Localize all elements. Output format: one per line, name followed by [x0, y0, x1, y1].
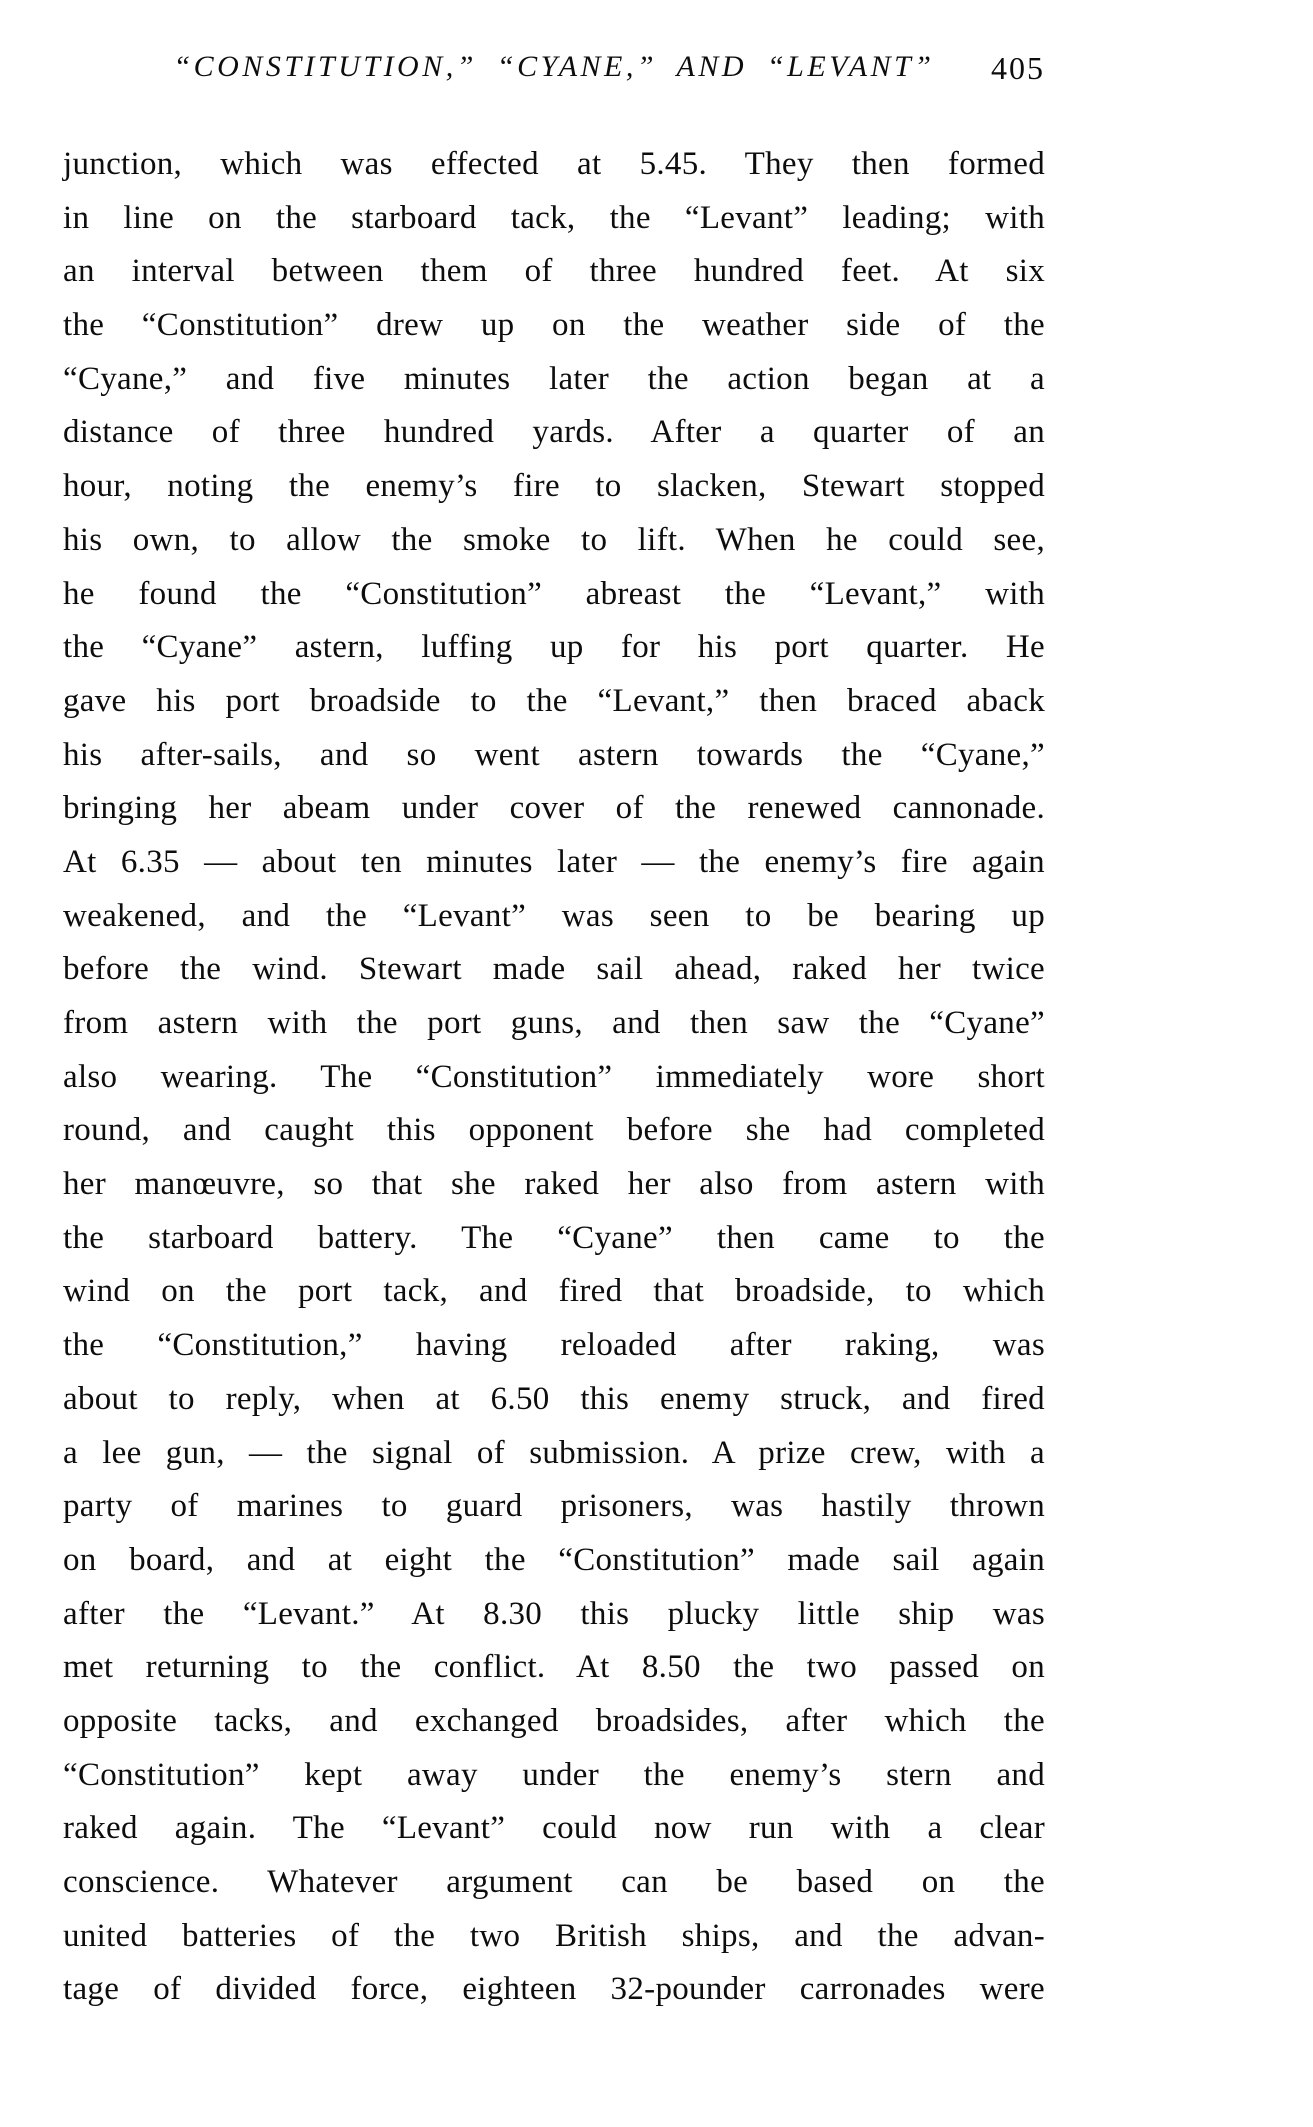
running-head-title: “CONSTITUTION,” “CYANE,” AND “LEVANT” [173, 50, 935, 83]
text-line: the “Cyane” astern, luffing up for his port quarter. He [63, 629, 1045, 666]
text-line: weakened, and the “Levant” was seen to be bearing up [63, 897, 1045, 934]
text-line: At 6.35 — about ten minutes later — the enemy’s fire again [63, 843, 1045, 880]
text-line: tage of divided force, eighteen 32-pounder carronades were [63, 1971, 1045, 2008]
text-line: his after-sails, and so went astern towards the “Cyane,” [63, 736, 1045, 773]
text-line: the “Constitution” drew up on the weather side of the [63, 307, 1045, 344]
text-line: the starboard battery. The “Cyane” then came to the [63, 1219, 1045, 1256]
text-line: the “Constitution,” having reloaded after raking, was [63, 1327, 1045, 1364]
text-line: an interval between them of three hundred feet. At six [63, 253, 1045, 290]
page-number: 405 [991, 50, 1045, 86]
text-line: from astern with the port guns, and then saw the “Cyane” [63, 1005, 1045, 1041]
text-line: met returning to the conflict. At 8.50 the two passed on [63, 1649, 1045, 1686]
text-line: gave his port broadside to the “Levant,” then braced aback [63, 682, 1045, 719]
text-line: conscience. Whatever argument can be based on the [63, 1864, 1045, 1900]
text-line: united batteries of the two British ships, and the advan- [63, 1917, 1045, 1954]
text-line: “Constitution” kept away under the enemy’s stern and [63, 1756, 1045, 1793]
body-text [63, 138, 1045, 2017]
text-line: before the wind. Stewart made sail ahead, raked her twice [63, 951, 1045, 988]
text-line: also wearing. The “Constitution” immediately wore short [63, 1058, 1045, 1095]
text-line: junction, which was effected at 5.45. They then formed [63, 146, 1045, 182]
text-line: after the “Levant.” At 8.30 this plucky little ship was [63, 1595, 1045, 1632]
text-line: bringing her abeam under cover of the renewed cannonade. [63, 790, 1045, 827]
text-line: in line on the starboard tack, the “Levant” leading; with [63, 199, 1045, 236]
text-line: her manœuvre, so that she raked her also from astern with [63, 1166, 1045, 1203]
text-line: on board, and at eight the “Constitution” made sail again [63, 1541, 1045, 1578]
text-line: about to reply, when at 6.50 this enemy struck, and fired [63, 1380, 1045, 1417]
text-line: raked again. The “Levant” could now run with a clear [63, 1810, 1045, 1847]
text-line: his own, to allow the smoke to lift. When he could see, [63, 521, 1045, 558]
text-line: “Cyane,” and five minutes later the action began at a [63, 360, 1045, 397]
text-line: he found the “Constitution” abreast the “Levant,” with [63, 575, 1045, 612]
text-line: a lee gun, — the signal of submission. A prize crew, with a [63, 1434, 1045, 1471]
text-line: party of marines to guard prisoners, was hastily thrown [63, 1488, 1045, 1525]
running-head [63, 50, 1045, 94]
text-line: round, and caught this opponent before she had completed [63, 1112, 1045, 1149]
text-line: wind on the port tack, and fired that broadside, to which [63, 1273, 1045, 1310]
text-line: hour, noting the enemy’s fire to slacken, Stewart stopped [63, 468, 1045, 505]
text-line: opposite tacks, and exchanged broadsides, after which the [63, 1702, 1045, 1739]
text-line: distance of three hundred yards. After a quarter of an [63, 414, 1045, 451]
